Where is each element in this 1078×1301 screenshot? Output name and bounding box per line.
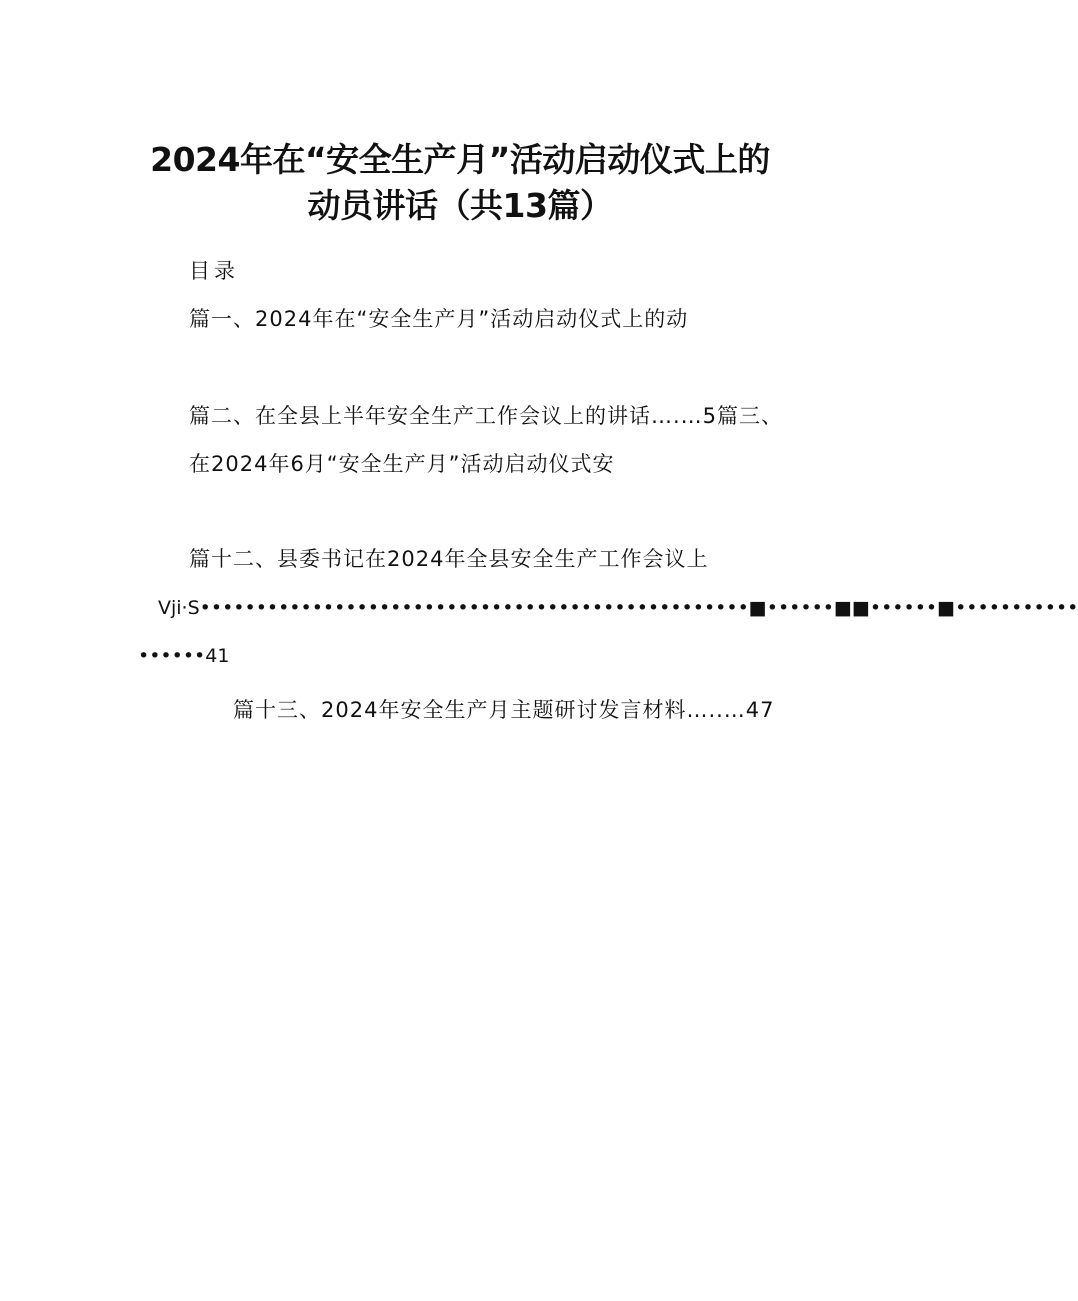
toc-entry-3: 在2024年6月“安全生产月”活动启动仪式安 [189, 452, 615, 476]
toc-page-number-line: ••••••41 [138, 645, 230, 667]
toc-leader-line: Vji·S•••••••••••••••••••••••••••••••••••••••••••••••••■••••••■■••••••■••••••••••• [158, 597, 1078, 619]
toc-entry-12: 篇十二、县委书记在2024年全县安全生产工作会议上 [189, 547, 709, 571]
toc-entry-13: 篇十三、2024年安全生产月主题研讨发言材料…..…47 [233, 698, 775, 722]
document-title-line-2: 动员讲话（共13篇） [307, 186, 613, 225]
toc-entry-2: 篇二、在全县上半年安全生产工作会议上的讲话….…5篇三、 [189, 404, 784, 428]
document-title-line-1: 2024年在“安全生产月”活动启动仪式上的 [150, 140, 770, 179]
toc-heading: 目录 [189, 259, 239, 283]
toc-entry-1: 篇一、2024年在“安全生产月”活动启动仪式上的动 [189, 307, 689, 331]
